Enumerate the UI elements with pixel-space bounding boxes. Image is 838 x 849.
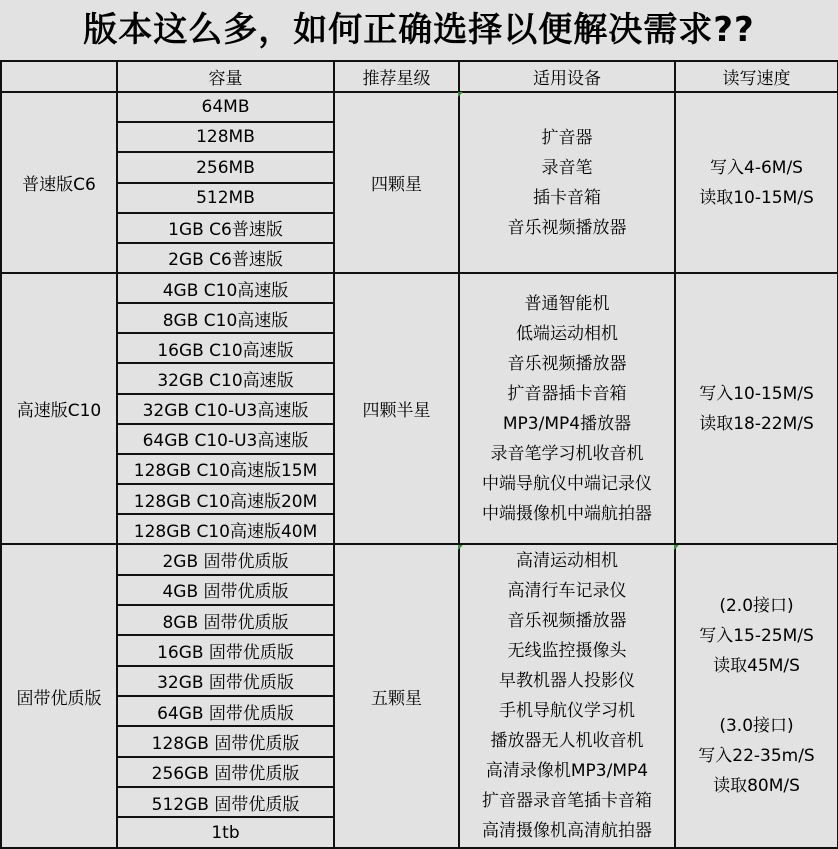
device-item: 录音笔学习机收音机: [490, 443, 644, 464]
capacity-cell: 512MB: [117, 183, 334, 213]
device-item: 高清录像机MP3/MP4: [485, 761, 649, 782]
device-item: 播放器无人机收音机: [490, 731, 644, 752]
speed-line: 读取18-22M/S: [699, 413, 814, 434]
capacity-cell: 256MB: [117, 152, 334, 182]
cell-corner-marker: [458, 545, 463, 550]
device-item: 扩音器: [541, 127, 593, 148]
device-item: 插卡音箱: [533, 187, 601, 208]
device-item: 无线监控摄像头: [507, 641, 627, 662]
capacity-cell: 4GB C10高速版: [117, 273, 334, 303]
device-item: 录音笔: [541, 157, 593, 178]
capacity-cell: 32GB C10高速版: [117, 363, 334, 393]
device-item: 低端运动相机: [516, 323, 618, 344]
capacity-cell: 128MB: [117, 122, 334, 152]
device-item: 中端摄像机中端航拍器: [482, 503, 652, 524]
capacity-cell: 1GB C6普速版: [117, 213, 334, 243]
header-speed: 读写速度: [675, 61, 838, 92]
speed-line: 读取45M/S: [713, 656, 800, 677]
speed-line: 写入4-6M/S: [710, 157, 803, 178]
devices-cell: [459, 92, 675, 273]
capacity-cell: 2GB 固带优质版: [117, 544, 334, 574]
header-rating: 推荐星级: [334, 61, 459, 92]
speed-line: [676, 681, 837, 711]
speed-line: 读取10-15M/S: [699, 187, 814, 208]
version-name-cell: 普速版C6: [1, 92, 117, 273]
page-title: 版本这么多，如何正确选择以便解决需求??: [83, 10, 755, 50]
sd-card-version-table: [0, 60, 838, 849]
capacity-cell: 64GB C10-U3高速版: [117, 424, 334, 454]
rating-cell: 五颗星: [334, 544, 459, 848]
speed-line: 写入15-25M/S: [699, 626, 814, 647]
speed-cell: [675, 544, 838, 848]
header-blank: [1, 61, 117, 92]
device-item: 手机导航仪学习机: [499, 701, 635, 722]
capacity-cell: 256GB 固带优质版: [117, 757, 334, 787]
device-item: 早教机器人投影仪: [499, 671, 635, 692]
table-row: [1, 92, 838, 122]
capacity-cell: 2GB C6普速版: [117, 243, 334, 273]
capacity-cell: 128GB C10高速版15M: [117, 454, 334, 484]
device-item: MP3/MP4播放器: [502, 413, 632, 434]
rating-cell: 四颗星: [334, 92, 459, 273]
capacity-cell: 1tb: [117, 817, 334, 848]
speed-cell: [675, 273, 838, 544]
speed-cell: [675, 92, 838, 273]
device-item: 普通智能机: [524, 293, 610, 314]
capacity-cell: 128GB 固带优质版: [117, 726, 334, 756]
table-row: [1, 273, 838, 303]
device-item: 音乐视频播放器: [507, 217, 627, 238]
header-devices: 适用设备: [459, 61, 675, 92]
header-capacity: 容量: [117, 61, 334, 92]
speed-line: (3.0接口): [719, 716, 794, 737]
device-item: 扩音器插卡音箱: [507, 383, 627, 404]
capacity-cell: 16GB C10高速版: [117, 333, 334, 363]
capacity-cell: 64GB 固带优质版: [117, 696, 334, 726]
cell-corner-marker: [674, 545, 679, 550]
capacity-cell: 4GB 固带优质版: [117, 575, 334, 605]
version-name-cell: 固带优质版: [1, 544, 117, 848]
table-row: [1, 544, 838, 574]
rating-cell: 四颗半星: [334, 273, 459, 544]
capacity-cell: 8GB C10高速版: [117, 303, 334, 333]
device-item: 高清摄像机高清航拍器: [482, 821, 652, 842]
device-item: 中端导航仪中端记录仪: [482, 473, 652, 494]
devices-cell: [459, 273, 675, 544]
table-header-row: [1, 61, 838, 92]
capacity-cell: 512GB 固带优质版: [117, 787, 334, 817]
device-item: 扩音器录音笔插卡音箱: [482, 791, 652, 812]
cell-corner-marker: [458, 92, 463, 97]
capacity-cell: 32GB C10-U3高速版: [117, 394, 334, 424]
device-item: 高清运动相机: [516, 551, 618, 572]
version-name-cell: 高速版C10: [1, 273, 117, 544]
speed-line: 读取80M/S: [713, 776, 800, 797]
capacity-cell: 128GB C10高速版40M: [117, 514, 334, 544]
device-item: 高清行车记录仪: [507, 581, 627, 602]
device-item: 音乐视频播放器: [507, 611, 627, 632]
capacity-cell: 8GB 固带优质版: [117, 605, 334, 635]
speed-line: 写入22-35m/S: [698, 746, 815, 767]
speed-line: 写入10-15M/S: [699, 383, 814, 404]
capacity-cell: 128GB C10高速版20M: [117, 484, 334, 514]
capacity-cell: 16GB 固带优质版: [117, 635, 334, 665]
devices-cell: [459, 544, 675, 848]
device-item: 音乐视频播放器: [507, 353, 627, 374]
capacity-cell: 64MB: [117, 92, 334, 122]
capacity-cell: 32GB 固带优质版: [117, 666, 334, 696]
speed-line: (2.0接口): [719, 596, 794, 617]
